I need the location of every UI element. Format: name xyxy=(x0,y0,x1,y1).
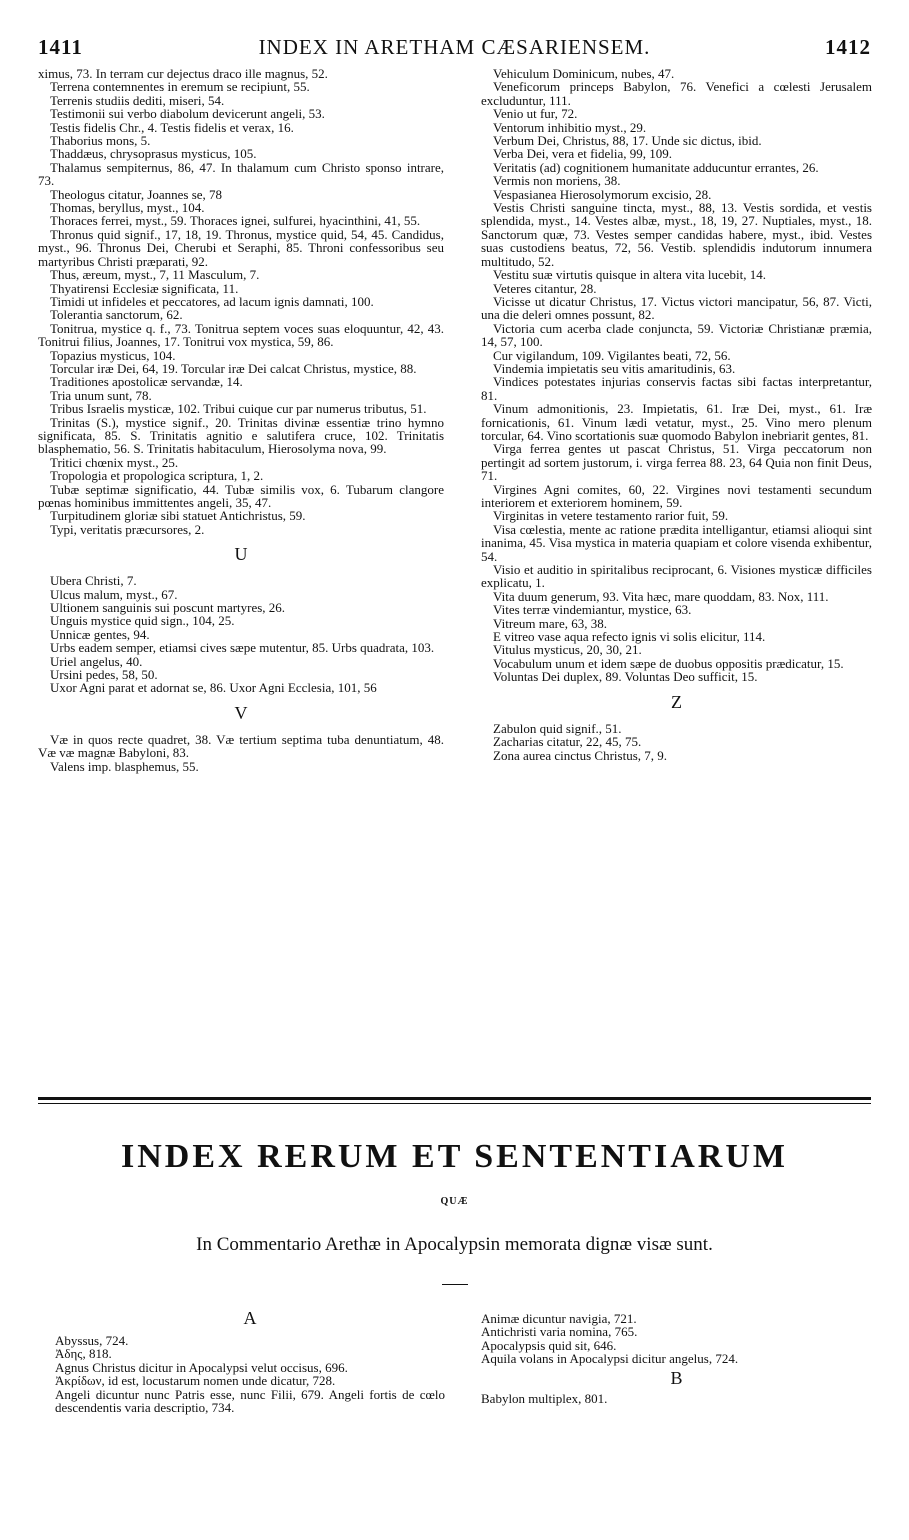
index-entry: Thus, æreum, myst., 7, 11 Masculum, 7. xyxy=(50,267,260,283)
index-entry: Thalamus sempiternus, 86, 47. In thalamum cum Christo sponso intrare, 73. xyxy=(38,159,444,189)
index-entry: Virga ferrea gentes ut pascat Christus, 51. Virga peccatorum non pertingit ad sortem justorum, i. virga ferrea 88. 23, 64 Quia non finit Deus, 71. xyxy=(481,441,872,484)
index-entry: Testimonii sui verbo diabolum devicerunt angeli, 53. xyxy=(50,106,325,122)
index-entry: Thaddæus, chrysoprasus mysticus, 105. xyxy=(50,146,257,162)
running-title: INDEX IN ARETHAM CÆSARIENSEM. xyxy=(258,35,651,59)
index-entry: Vicisse ut dicatur Christus, 17. Victus victori mancipatur, 56, 87. Victi, una die deleri omnes possunt, 82. xyxy=(481,293,872,323)
index-entry: Væ in quos recte quadret, 38. Væ tertium septima tuba denuntiatum, 48. Væ væ magnæ Babyloni, 83. xyxy=(38,731,444,761)
index-entry: Veritatis (ad) cognitionem humanitate adducuntur errantes, 26. xyxy=(493,159,819,175)
index-entry: Trinitas (S.), mystice signif., 20. Trinitas divinæ essentiæ trino hymno significata, 85. S. Trinitatis agnitio e salutifera cruce, 102. Trinitatis blasphematio, 56. S. Trinitatis habitaculum, Hierosolyma nova, 99. xyxy=(38,414,444,457)
index-entry: Ulcus malum, myst., 67. xyxy=(50,586,178,602)
index-entry: Animæ dicuntur navigia, 721. xyxy=(481,1311,637,1326)
index-entry: Uriel angelus, 40. xyxy=(50,653,143,669)
index-entry: Ἀκρίδων, id est, locustarum nomen unde dicatur, 728. xyxy=(55,1373,336,1389)
index-entry: Babylon multiplex, 801. xyxy=(481,1390,608,1406)
index-entry: Vespasianea Hierosolymorum excisio, 28. xyxy=(493,186,712,202)
index-entry: Ventorum inhibitio myst., 29. xyxy=(493,119,647,135)
index-entry: Vindemia impietatis seu vitis amaritudinis, 63. xyxy=(493,360,736,376)
index-entry: Aquila volans in Apocalypsi dicitur angelus, 724. xyxy=(481,1351,739,1367)
index-entry: Antichristi varia nomina, 765. xyxy=(481,1324,638,1340)
index-entry: Topazius mysticus, 104. xyxy=(50,347,176,363)
section-letter-a: A xyxy=(243,1308,257,1328)
index-column-left xyxy=(55,1308,445,1414)
index-entry: Vocabulum unum et idem sæpe de duobus oppositis prædicatur, 15. xyxy=(493,655,844,671)
section-divider-thick xyxy=(38,1097,871,1100)
index-entry: Ultionem sanguinis sui poscunt martyres, 26. xyxy=(50,600,286,616)
index-entry: Vermis non moriens, 38. xyxy=(493,173,621,189)
page-number-right: 1412 xyxy=(825,35,871,59)
index-entry: Thyatirensi Ecclesiæ significata, 11. xyxy=(50,280,239,296)
index-entry: Tribus Israelis mysticæ, 102. Tribui cuique cur par numerus tributus, 51. xyxy=(50,401,427,417)
index-entry: Vitulus mysticus, 20, 30, 21. xyxy=(493,642,642,658)
index-entry: Testis fidelis Chr., 4. Testis fidelis et verax, 16. xyxy=(50,119,294,135)
section-divider-thin xyxy=(38,1103,871,1104)
index-entry: Urbs eadem semper, etiamsi cives sæpe mutentur, 85. Urbs quadrata, 103. xyxy=(50,640,435,656)
index-entry: Turpitudinem gloriæ sibi statuet Antichristus, 59. xyxy=(50,508,306,524)
short-rule xyxy=(442,1284,468,1285)
index-entry: Vitreum mare, 63, 38. xyxy=(493,615,608,631)
index-entry: Vita duum generum, 93. Vita hæc, mare quoddam, 83. Nox, 111. xyxy=(493,588,829,604)
index-entry: Visa cœlestia, mente ac ratione prædita intelligantur, etiamsi alioqui sint inanima, 45. Visa mystica in materia quapiam et colore visenda exhibentur, 54. xyxy=(481,521,872,564)
index-entry: Veneficorum princeps Babylon, 76. Venefici a cœlesti Jerusalem excluduntur, 111. xyxy=(481,79,872,108)
index-entry: Thronus quid signif., 17, 18, 19. Thronus, mystice quid, 54, 45. Candidus, myst., 96. Thronus Dei, Cherubi et Seraphi, 85. Throni confessoribus seu martyribus Christi præparati, 92. xyxy=(38,226,444,269)
index-entry: Vestis Christi sanguine tincta, myst., 88, 13. Vestis sordida, et vestis splendida, myst., 14. Vestes albæ, myst., 18, 19, 27. Nuptiales, myst., 18. Sanctorum quæ, 73. Vestes semper candidas habere, myst., ibid. Vestes suas custodiens beatus, 72, 56. Vestib. splendidis indutorum innumera multitudo, 52. xyxy=(481,200,872,269)
index-entry: Cur vigilandum, 109. Vigilantes beati, 72, 56. xyxy=(493,347,731,363)
left-column xyxy=(38,67,444,773)
index-entry: Terrenis studiis dediti, miseri, 54. xyxy=(50,92,225,108)
index-entry: E vitreo vase aqua refecto ignis vi solis elicitur, 114. xyxy=(493,629,766,645)
index-entry: Virgines Agni comites, 60, 22. Virgines novi testamenti secundum interiorem et exteriorem hominem, 59. xyxy=(481,481,872,510)
index-entry: Zacharias citatur, 22, 45, 75. xyxy=(493,734,642,750)
index-entry: Tria unum sunt, 78. xyxy=(50,387,152,403)
index-entry: Verba Dei, vera et fidelia, 99, 109. xyxy=(493,146,673,162)
index-entry: Vites terræ vindemiantur, mystice, 63. xyxy=(493,602,692,618)
index-entry: Tritici chœnix myst., 25. xyxy=(50,454,179,470)
index-entry: Torcular iræ Dei, 64, 19. Torcular iræ Dei calcat Christus, mystice, 88. xyxy=(50,360,417,376)
section-letter-b: B xyxy=(670,1367,683,1388)
index-entry: Ursini pedes, 58, 50. xyxy=(50,667,158,683)
section-letter-u: U xyxy=(234,544,248,565)
index-entry: Vestitu suæ virtutis quisque in altera vita lucebit, 14. xyxy=(493,267,766,283)
section-letter-v: V xyxy=(234,702,248,723)
index-entry: Theologus citatur, Joannes se, 78 xyxy=(50,186,223,202)
index-column-right xyxy=(481,1312,872,1405)
index-entry: ximus, 73. In terram cur dejectus draco ille magnus, 52. xyxy=(38,66,328,81)
index-entry: Traditiones apostolicæ servandæ, 14. xyxy=(50,374,243,390)
index-entry: Vehiculum Dominicum, nubes, 47. xyxy=(493,66,675,81)
index-entry: Terrena contemnentes in eremum se recipiunt, 55. xyxy=(50,79,310,95)
index-entry: Verbum Dei, Christus, 88, 17. Unde sic dictus, ibid. xyxy=(493,133,762,149)
index-entry: Abyssus, 724. xyxy=(55,1333,129,1348)
index-title: INDEX RERUM ET SENTENTIARUM xyxy=(121,1138,788,1175)
index-entry: Timidi ut infideles et peccatores, ad lacum ignis damnati, 100. xyxy=(50,293,374,309)
index-entry: Voluntas Dei duplex, 89. Voluntas Deo sufficit, 15. xyxy=(493,669,758,685)
index-entry: Unnicæ gentes, 94. xyxy=(50,626,150,642)
index-subtitle: In Commentario Arethæ in Apocalypsin memorata dignæ visæ sunt. xyxy=(196,1234,713,1255)
index-entry: Virginitas in vetere testamento rarior fuit, 59. xyxy=(493,508,729,524)
index-entry: Unguis mystice quid sign., 104, 25. xyxy=(50,613,235,629)
index-entry: Ἀδης, 818. xyxy=(55,1346,112,1362)
index-entry: Valens imp. blasphemus, 55. xyxy=(50,758,199,774)
page-header xyxy=(38,34,871,60)
right-column xyxy=(481,67,872,762)
index-quae: QUÆ xyxy=(440,1196,469,1207)
index-entry: Victoria cum acerba clade conjuncta, 59. Victoriæ Christianæ præmia, 14, 57, 100. xyxy=(481,320,872,350)
index-entry: Tropologia et propologica scriptura, 1, 2. xyxy=(50,468,264,484)
page-number-left: 1411 xyxy=(38,35,83,59)
index-entry: Zona aurea cinctus Christus, 7, 9. xyxy=(493,747,668,763)
index-entry: Tubæ septimæ significatio, 44. Tubæ similis vox, 6. Tubarum clangore pœnas hominibus immittentes angeli, 35, 47. xyxy=(38,481,444,510)
index-entry: Venio ut fur, 72. xyxy=(493,106,578,122)
index-entry: Thomas, beryllus, myst., 104. xyxy=(50,200,205,216)
index-entry: Angeli dicuntur nunc Patris esse, nunc Filii, 679. Angeli fortis de cœlo descendentis varia descriptio, 734. xyxy=(55,1386,445,1416)
index-entry: Vinum admonitionis, 23. Impietatis, 61. Iræ Dei, myst., 61. Iræ fornicationis, 61. Vinum lædi vetatur, myst., 25. Vino mero plenum torcular, 64. Vino scortationis suæ quomodo Babylon inebriarit gentes, 81. xyxy=(481,401,872,443)
index-entry: Zabulon quid signif., 51. xyxy=(493,720,622,736)
index-entry: Veteres citantur, 28. xyxy=(493,280,597,296)
index-entry: Apocalypsis quid sit, 646. xyxy=(481,1337,617,1353)
index-entry: Vindices potestates injurias conservis factas sibi factas interpretantur, 81. xyxy=(481,374,872,403)
index-entry: Agnus Christus dicitur in Apocalypsi velut occisus, 696. xyxy=(55,1359,348,1375)
index-entry: Tonitrua, mystice q. f., 73. Tonitrua septem voces suas eloquuntur, 42, 43. Tonitrui filius, Joannes, 17. Tonitrui vox mystica, 59, 86. xyxy=(38,320,444,350)
index-entry: Typi, veritatis præcursores, 2. xyxy=(50,521,205,537)
index-entry: Thaborius mons, 5. xyxy=(50,133,151,149)
index-entry: Uxor Agni parat et adornat se, 86. Uxor Agni Ecclesia, 101, 56 xyxy=(50,680,377,696)
index-entry: Thoraces ferrei, myst., 59. Thoraces ignei, sulfurei, hyacinthini, 41, 55. xyxy=(50,213,421,229)
index-entry: Tolerantia sanctorum, 62. xyxy=(50,307,183,323)
index-entry: Ubera Christi, 7. xyxy=(50,573,137,589)
index-entry: Visio et auditio in spiritalibus reciprocant, 6. Visiones mysticæ difficiles explicatu, 1. xyxy=(481,562,872,591)
section-letter-z: Z xyxy=(671,691,682,712)
